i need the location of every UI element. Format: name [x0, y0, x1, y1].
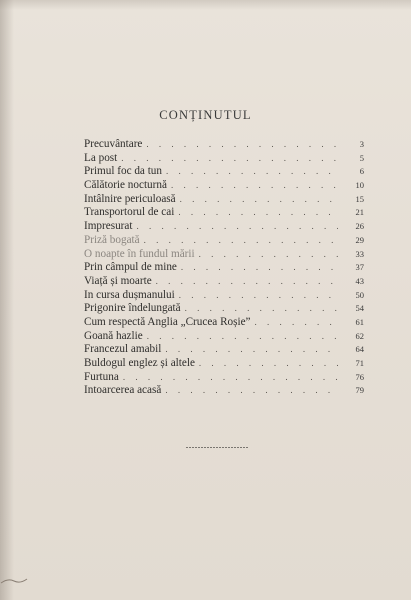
toc-entry-page: 21: [355, 207, 364, 218]
section-divider: [186, 447, 248, 448]
toc-entry-title: Primul foc da tun: [84, 165, 162, 178]
leader-dots: [136, 220, 338, 234]
toc-entry-page: 26: [355, 221, 364, 232]
toc-entry: [84, 316, 364, 330]
leader-dots: [165, 384, 338, 398]
leader-dots: [181, 261, 338, 275]
toc-entry-title: Prigonire îndelungată: [84, 302, 181, 315]
toc-entry-page: 37: [355, 262, 364, 273]
leader-dots: [185, 302, 338, 316]
toc-entry-title: Buldogul englez și altele: [84, 357, 195, 369]
toc-entry-page: 43: [355, 275, 364, 286]
toc-entry-page: 71: [355, 358, 364, 368]
toc-entry: [84, 261, 364, 275]
toc-entry-title: Furtuna: [84, 370, 119, 383]
toc-entry-title: In cursa dușmanului: [84, 288, 175, 301]
toc-entry-page: 10: [355, 180, 364, 191]
toc-entry-title: Intoarcerea acasă: [84, 384, 162, 397]
toc-entry: [84, 384, 364, 398]
toc-entry: [84, 220, 364, 234]
toc-entry: [84, 302, 364, 316]
toc-entry-title: Cum respectă Anglia „Crucea Roșie”: [84, 315, 251, 328]
toc-entry-page: 50: [355, 289, 364, 300]
toc-entry: [84, 343, 364, 357]
toc-entry: [84, 289, 364, 303]
leader-dots: [171, 179, 338, 193]
toc-entry-title: Francezul amabil: [84, 343, 162, 356]
toc-entry-page: 76: [355, 371, 364, 382]
leader-dots: [165, 343, 338, 357]
toc-entry-page: 61: [355, 316, 364, 327]
leader-dots: [123, 371, 338, 385]
toc-entry-title: Precuvântare: [84, 138, 143, 150]
toc-entry-title: La post: [84, 151, 118, 164]
toc-entry-page: 54: [355, 303, 364, 314]
toc-entry: [84, 152, 364, 166]
toc-entry: [84, 234, 364, 248]
toc-entry: [84, 330, 364, 344]
toc-entry-page: 33: [355, 248, 364, 259]
toc-entry-title: Priză bogată: [84, 233, 140, 246]
toc-entry-title: Viață și moarte: [84, 274, 152, 287]
table-of-contents: [84, 138, 364, 398]
leader-dots: [255, 316, 338, 330]
pencil-mark: [0, 576, 28, 586]
toc-entry: [84, 193, 364, 207]
toc-entry-title: Prin câmpul de mine: [84, 261, 177, 274]
leader-dots: [121, 152, 338, 166]
toc-entry-title: Călătorie nocturnă: [84, 179, 167, 192]
toc-entry: [84, 179, 364, 193]
toc-entry: [84, 138, 364, 152]
toc-entry: [84, 206, 364, 220]
toc-entry: [84, 248, 364, 262]
leader-dots: [179, 289, 338, 303]
toc-entry-page: 6: [359, 166, 364, 177]
toc-entry-page: 5: [359, 152, 364, 163]
toc-entry-title: Transportorul de cai: [84, 206, 175, 219]
toc-entry: [84, 371, 364, 385]
toc-entry-page: 64: [355, 344, 364, 355]
leader-dots: [156, 275, 338, 289]
toc-entry: [84, 275, 364, 289]
leader-dots: [146, 138, 338, 152]
spine-shadow: [0, 0, 14, 600]
leader-dots: [166, 165, 338, 179]
top-edge-shadow: [0, 0, 411, 10]
leader-dots: [147, 330, 338, 344]
toc-entry-page: 3: [359, 139, 364, 149]
toc-entry-title: Impresurat: [84, 220, 133, 233]
toc-entry-title: O noapte în fundul mării: [84, 247, 195, 260]
leader-dots: [199, 357, 338, 371]
toc-entry: [84, 357, 364, 371]
toc-entry: [84, 165, 364, 179]
page-title: CONȚINUTUL: [159, 108, 252, 122]
toc-entry-title: Goană hazlie: [84, 329, 143, 342]
leader-dots: [199, 248, 338, 262]
leader-dots: [180, 193, 338, 207]
toc-entry-page: 15: [355, 193, 364, 204]
toc-entry-page: 29: [355, 234, 364, 245]
leader-dots: [178, 206, 338, 220]
leader-dots: [144, 234, 338, 248]
toc-entry-page: 62: [355, 330, 364, 341]
toc-entry-page: 79: [355, 385, 364, 396]
toc-entry-title: Intâlnire periculoasă: [84, 192, 176, 205]
